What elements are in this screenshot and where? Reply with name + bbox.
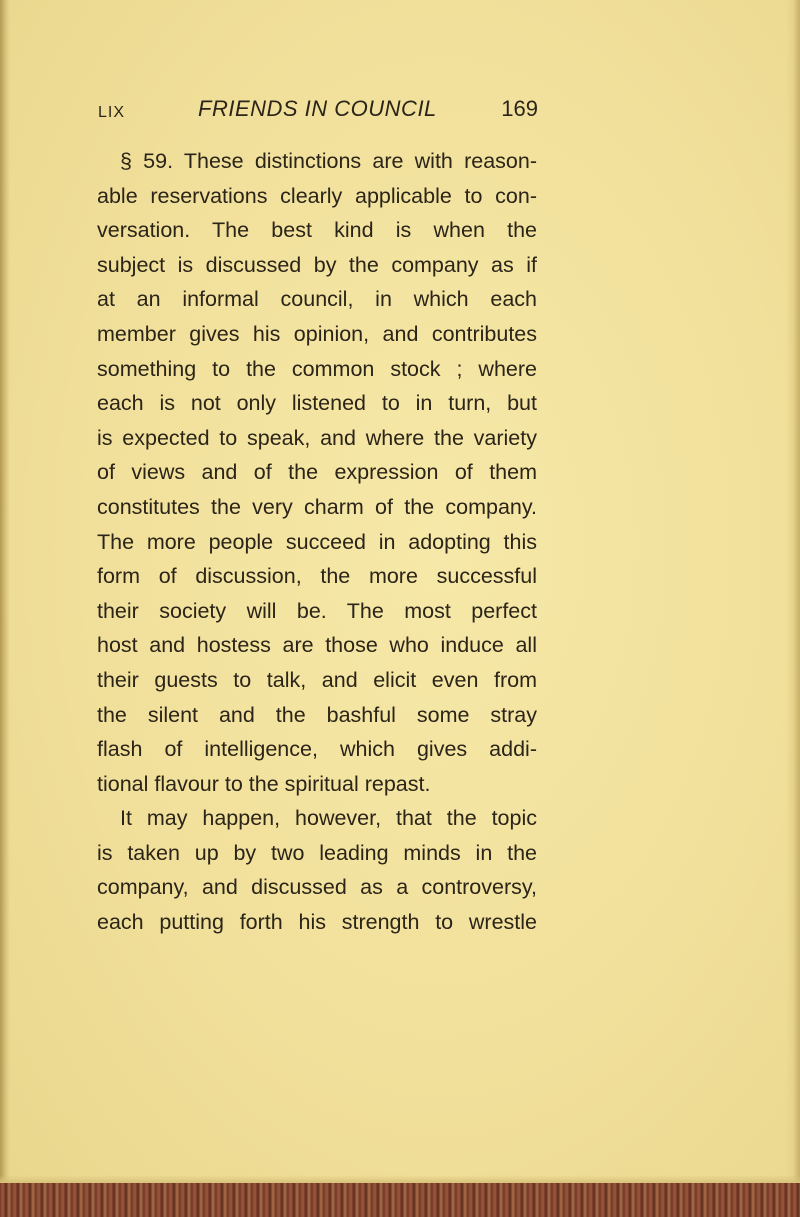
text-line: the silent and the bashful some stray — [97, 702, 537, 727]
text-line: something to the common stock ; where — [97, 356, 537, 381]
text-line: versation. The best kind is when the — [97, 218, 537, 243]
text-line: The more people succeed in adopting this — [97, 529, 537, 554]
text-line: It may happen, however, that the topic — [120, 806, 537, 831]
text-line: member gives his opinion, and contributes — [97, 321, 537, 346]
text-line: their society will be. The most perfect — [97, 598, 537, 623]
text-line: subject is discussed by the company as if — [97, 252, 537, 277]
text-line: constitutes the very charm of the company. — [97, 494, 537, 519]
text-line: is taken up by two leading minds in the — [97, 840, 537, 865]
text-line: is expected to speak, and where the variety — [97, 425, 537, 450]
text-line: form of discussion, the more successful — [97, 564, 537, 589]
text-line: each putting forth his strength to wrestle — [97, 910, 537, 935]
page-number: 169 — [501, 96, 538, 121]
running-head — [98, 96, 538, 126]
body-text — [97, 144, 537, 940]
text-line: each is not only listened to in turn, but — [97, 391, 537, 416]
page-right-edge — [786, 0, 800, 1217]
chapter-number: LIX — [98, 104, 126, 121]
page-bottom-edge — [0, 1183, 800, 1217]
text-line: their guests to talk, and elicit even from — [97, 667, 537, 692]
page-left-edge — [0, 0, 10, 1217]
text-line: able reservations clearly applicable to con- — [97, 183, 537, 208]
text-line: of views and of the expression of them — [97, 460, 537, 485]
text-line: § 59. These distinctions are with reason- — [120, 149, 537, 173]
text-line: at an informal council, in which each — [97, 287, 537, 312]
running-title: FRIENDS IN COUNCIL — [198, 96, 437, 121]
text-line: company, and discussed as a controversy, — [97, 875, 537, 900]
text-line: tional flavour to the spiritual repast. — [97, 771, 431, 796]
text-line: flash of intelligence, which gives addi- — [97, 737, 537, 762]
text-line: host and hostess are those who induce all — [97, 633, 537, 658]
